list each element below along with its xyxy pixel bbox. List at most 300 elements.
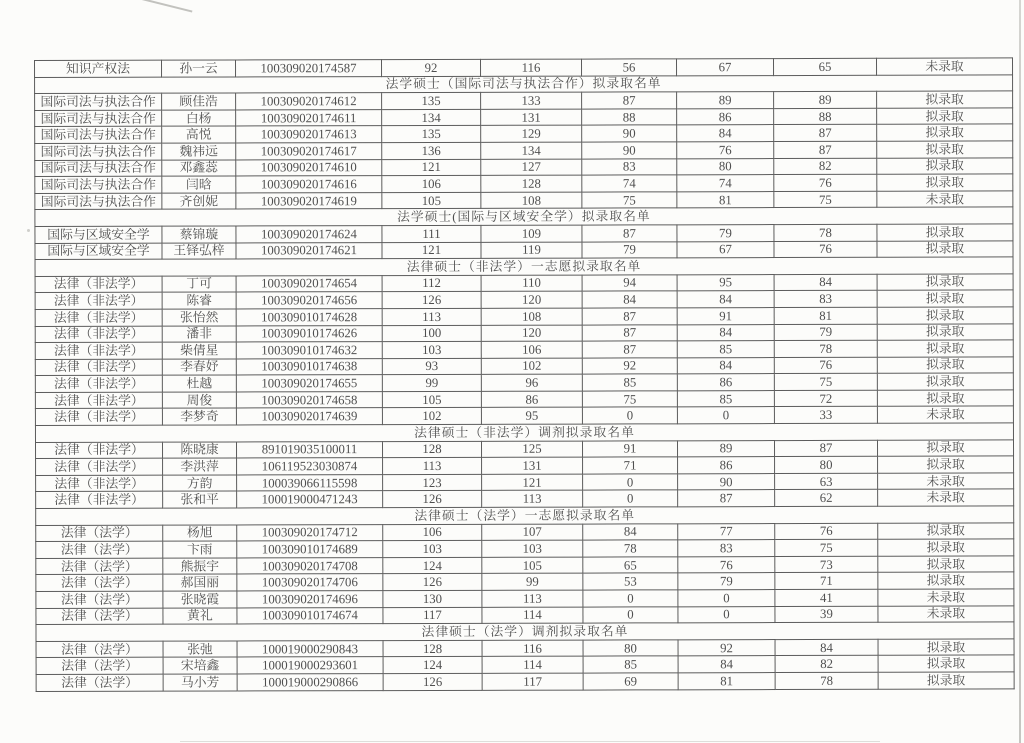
cell-name: 高悦 (162, 126, 236, 143)
cell-candidate-id: 100309020174654 (236, 275, 382, 292)
cell-score-5: 73 (775, 556, 878, 573)
cell-name: 张和平 (163, 491, 237, 508)
cell-score-1: 99 (382, 375, 481, 392)
cell-score-4: 92 (678, 639, 775, 656)
cell-score-5: 82 (774, 158, 877, 175)
cell-score-4: 77 (678, 523, 775, 540)
cell-score-3: 83 (582, 158, 677, 175)
cell-candidate-id: 100309020174639 (236, 408, 382, 425)
cell-name: 杜越 (162, 375, 236, 392)
cell-score-4: 79 (677, 225, 774, 242)
cell-score-5: 87 (774, 125, 877, 142)
cell-score-1: 121 (382, 159, 481, 176)
cell-result: 未录取 (878, 589, 1014, 606)
cell-score-5: 41 (775, 589, 878, 606)
cell-score-1: 105 (382, 391, 481, 408)
cell-result: 拟录取 (877, 357, 1013, 374)
cell-major: 法律（非法学） (36, 492, 163, 509)
cell-score-2: 128 (481, 175, 582, 192)
cell-score-3: 87 (582, 308, 677, 325)
cell-result: 拟录取 (877, 373, 1013, 390)
cell-score-4: 85 (677, 390, 774, 407)
cell-candidate-id: 100309020174587 (236, 60, 382, 77)
cell-name: 李梦奇 (162, 408, 236, 425)
cell-result: 未录取 (878, 606, 1014, 623)
cell-candidate-id: 100019000290866 (237, 674, 383, 691)
cell-score-2: 131 (482, 457, 583, 474)
cell-candidate-id: 100309020174617 (236, 143, 382, 160)
cell-score-2: 108 (481, 308, 582, 325)
cell-score-2: 120 (481, 325, 582, 342)
cell-result: 拟录取 (877, 224, 1013, 241)
cell-score-3: 65 (583, 557, 678, 574)
cell-name: 熊振宇 (163, 558, 237, 575)
cell-score-2: 114 (482, 656, 583, 673)
cell-score-5: 82 (775, 656, 878, 673)
cell-score-2: 129 (481, 125, 582, 142)
cell-score-1: 93 (382, 358, 481, 375)
cell-score-3: 84 (583, 523, 678, 540)
cell-score-3: 53 (583, 573, 678, 590)
cell-score-2: 106 (481, 341, 582, 358)
cell-score-4: 84 (677, 125, 774, 142)
page-edge-shadow (1019, 0, 1021, 743)
cell-score-4: 90 (678, 473, 775, 490)
cell-major: 法律（非法学） (36, 442, 163, 459)
cell-score-5: 72 (774, 390, 877, 407)
cell-name: 孙一云 (162, 60, 236, 77)
cell-candidate-id: 100309020174612 (236, 93, 382, 110)
cell-score-2: 131 (481, 109, 582, 126)
cell-major: 法律（非法学） (35, 326, 162, 343)
cell-score-3: 90 (582, 142, 677, 159)
cell-major: 法律（非法学） (35, 409, 162, 426)
cell-score-4: 83 (678, 540, 775, 557)
cell-score-2: 109 (481, 225, 582, 242)
cell-score-3: 78 (583, 540, 678, 557)
cell-major: 法律（非法学） (35, 276, 162, 293)
cell-score-1: 92 (382, 59, 481, 76)
cell-name: 邓鑫蕊 (162, 160, 236, 177)
cell-score-1: 124 (383, 657, 482, 674)
cell-candidate-id: 100309020174610 (236, 159, 382, 176)
cell-score-2: 110 (481, 275, 582, 292)
cell-result: 未录取 (876, 58, 1012, 75)
cell-name: 齐创妮 (162, 193, 236, 210)
cell-candidate-id: 100309020174619 (236, 192, 382, 209)
section-header-label: 法律硕士（法学）调剂拟录取名单 (36, 622, 1014, 641)
cell-score-2: 116 (480, 59, 581, 76)
cell-score-2: 133 (481, 92, 582, 109)
cell-score-1: 105 (382, 192, 481, 209)
cell-score-3: 80 (583, 640, 678, 657)
cell-major: 国际司法与执法合作 (35, 160, 162, 177)
cell-score-2: 125 (481, 441, 582, 458)
cell-score-4: 84 (677, 357, 774, 374)
cell-score-1: 106 (383, 524, 482, 541)
cell-result: 拟录取 (877, 274, 1013, 291)
cell-score-3: 0 (583, 490, 678, 507)
cell-score-2: 86 (481, 391, 582, 408)
cell-result: 拟录取 (877, 91, 1013, 108)
cell-result: 拟录取 (877, 141, 1013, 158)
cell-result: 拟录取 (878, 556, 1014, 573)
cell-candidate-id: 100309020174708 (237, 557, 383, 574)
cell-score-3: 0 (583, 474, 678, 491)
cell-score-1: 126 (382, 292, 481, 309)
cell-result: 拟录取 (877, 174, 1013, 191)
cell-score-1: 126 (383, 673, 482, 690)
cell-name: 魏祎远 (162, 143, 236, 160)
cell-score-5: 78 (775, 672, 878, 689)
cell-score-1: 135 (382, 93, 481, 110)
cell-major: 国际司法与执法合作 (35, 193, 162, 210)
cell-major: 国际司法与执法合作 (35, 93, 162, 110)
cell-score-5: 84 (774, 274, 877, 291)
cell-result: 拟录取 (877, 290, 1013, 307)
cell-major: 国际与区域安全学 (35, 243, 162, 260)
cell-major: 法律（非法学） (35, 359, 162, 376)
cell-candidate-id: 100309020174656 (236, 292, 382, 309)
cell-name: 白杨 (162, 110, 236, 127)
cell-score-3: 91 (582, 440, 677, 457)
cell-candidate-id: 100019000471243 (237, 491, 383, 508)
cell-score-2: 121 (482, 474, 583, 491)
cell-result: 拟录取 (878, 672, 1014, 689)
cell-score-1: 124 (383, 557, 482, 574)
cell-score-1: 121 (382, 242, 481, 259)
cell-score-2: 96 (481, 374, 582, 391)
cell-name: 黄礼 (163, 608, 237, 625)
table-region (34, 57, 1015, 691)
cell-score-3: 87 (582, 225, 677, 242)
cell-score-5: 75 (774, 191, 877, 208)
cell-major: 知识产权法 (35, 60, 162, 77)
cell-score-4: 89 (677, 440, 774, 457)
cell-result: 拟录取 (877, 158, 1013, 175)
cell-score-1: 134 (382, 109, 481, 126)
section-header-label: 法律硕士（非法学）一志愿拟录取名单 (35, 257, 1013, 276)
cell-score-1: 111 (382, 225, 481, 242)
cell-score-1: 117 (383, 607, 482, 624)
cell-name: 丁可 (162, 276, 236, 293)
cell-score-3: 84 (582, 291, 677, 308)
cell-major: 国际司法与执法合作 (35, 143, 162, 160)
cell-name: 潘非 (162, 325, 236, 342)
cell-name: 王铎弘梓 (162, 243, 236, 260)
cell-score-5: 83 (774, 291, 877, 308)
cell-score-4: 0 (678, 606, 775, 623)
cell-candidate-id: 100039066115598 (237, 474, 383, 491)
cell-score-3: 88 (582, 109, 677, 126)
cell-candidate-id: 100309020174611 (236, 109, 382, 126)
cell-major: 法律（非法学） (35, 392, 162, 409)
cell-result: 拟录取 (877, 323, 1013, 340)
cell-score-2: 120 (481, 291, 582, 308)
cell-candidate-id: 100309010174689 (237, 541, 383, 558)
cell-major: 法律（法学） (36, 525, 163, 542)
cell-major: 法律（法学） (36, 674, 163, 691)
cell-major: 法律（法学） (36, 641, 163, 658)
cell-name: 陈睿 (162, 292, 236, 309)
cell-candidate-id: 100309020174616 (236, 176, 382, 193)
cell-score-5: 65 (773, 58, 876, 75)
cell-major: 国际司法与执法合作 (35, 176, 162, 193)
cell-candidate-id: 100309020174712 (237, 524, 383, 541)
cell-candidate-id: 100309010174626 (236, 325, 382, 342)
cell-name: 郝国丽 (163, 574, 237, 591)
cell-score-1: 103 (383, 541, 482, 558)
cell-score-1: 130 (383, 590, 482, 607)
cell-score-4: 81 (678, 673, 775, 690)
cell-name: 宋培鑫 (163, 657, 237, 674)
cell-name: 李春妤 (162, 359, 236, 376)
cell-major: 法律（非法学） (36, 475, 163, 492)
cell-score-1: 135 (382, 126, 481, 143)
cell-score-3: 87 (582, 324, 677, 341)
cell-result: 拟录取 (878, 523, 1014, 540)
cell-candidate-id: 100309020174624 (236, 226, 382, 243)
cell-score-4: 80 (677, 158, 774, 175)
cell-score-3: 92 (582, 358, 677, 375)
cell-score-1: 113 (382, 308, 481, 325)
cell-score-2: 127 (481, 159, 582, 176)
cell-score-3: 69 (583, 673, 678, 690)
cell-score-1: 112 (382, 275, 481, 292)
cell-major: 法律（法学） (36, 575, 163, 592)
cell-result: 拟录取 (877, 340, 1013, 357)
cell-name: 卞雨 (163, 541, 237, 558)
cell-candidate-id: 100309010174674 (237, 607, 383, 624)
cell-score-2: 108 (481, 192, 582, 209)
cell-score-1: 126 (383, 491, 482, 508)
cell-score-1: 103 (382, 341, 481, 358)
cell-score-5: 62 (775, 490, 878, 507)
cell-name: 周俊 (162, 392, 236, 409)
cell-score-3: 90 (582, 125, 677, 142)
cell-score-1: 136 (382, 142, 481, 159)
cell-score-2: 95 (481, 408, 582, 425)
cell-score-4: 84 (677, 291, 774, 308)
cell-score-2: 103 (482, 540, 583, 557)
cell-score-1: 102 (382, 408, 481, 425)
cell-name: 杨旭 (163, 525, 237, 542)
cell-score-2: 107 (482, 524, 583, 541)
cell-name: 方韵 (163, 475, 237, 492)
cell-score-2: 119 (481, 242, 582, 259)
cell-score-2: 117 (482, 673, 583, 690)
section-header-label: 法律硕士（非法学）调剂拟录取名单 (35, 423, 1013, 442)
cell-result: 拟录取 (878, 655, 1014, 672)
cell-candidate-id: 100309010174632 (236, 342, 382, 359)
cell-major: 法律（非法学） (35, 292, 162, 309)
cell-score-5: 88 (774, 108, 877, 125)
cell-major: 法律（非法学） (35, 375, 162, 392)
cell-result: 拟录取 (878, 639, 1014, 656)
cell-score-4: 84 (678, 656, 775, 673)
cell-score-5: 89 (774, 91, 877, 108)
cell-name: 马小芳 (163, 674, 237, 691)
cell-result: 未录取 (877, 406, 1013, 423)
cell-score-5: 39 (775, 606, 878, 623)
cell-score-4: 67 (677, 241, 774, 258)
cell-score-5: 87 (774, 440, 877, 457)
cell-major: 法律（法学） (36, 591, 163, 608)
cell-candidate-id: 891019035100011 (236, 441, 382, 458)
cell-score-5: 78 (774, 224, 877, 241)
cell-name: 张弛 (163, 641, 237, 658)
cell-score-5: 78 (774, 340, 877, 357)
cell-major: 法律（非法学） (36, 458, 163, 475)
cell-score-3: 75 (582, 391, 677, 408)
cell-score-2: 116 (482, 640, 583, 657)
cell-name: 闫晗 (162, 176, 236, 193)
cell-name: 张怡然 (162, 309, 236, 326)
admission-results-table (34, 57, 1015, 691)
cell-score-3: 87 (582, 92, 677, 109)
cell-score-5: 75 (774, 374, 877, 391)
cell-candidate-id: 100019000293601 (237, 657, 383, 674)
cell-candidate-id: 100309020174621 (236, 242, 382, 259)
cell-score-4: 84 (677, 324, 774, 341)
cell-major: 法律（法学） (36, 608, 163, 625)
cell-score-2: 114 (482, 607, 583, 624)
cell-result: 未录取 (878, 489, 1014, 506)
cell-candidate-id: 100309010174628 (236, 308, 382, 325)
cell-score-4: 74 (677, 175, 774, 192)
cell-result: 未录取 (878, 473, 1014, 490)
cell-major: 法律（非法学） (35, 309, 162, 326)
cell-score-4: 87 (678, 490, 775, 507)
cell-result: 拟录取 (878, 572, 1014, 589)
section-header-label: 法学硕士(国际与区域安全学）拟录取名单 (35, 207, 1013, 226)
cell-score-5: 76 (774, 357, 877, 374)
cell-score-4: 79 (678, 573, 775, 590)
cell-score-2: 134 (481, 142, 582, 159)
cell-score-5: 63 (775, 473, 878, 490)
cell-major: 法律（法学） (36, 558, 163, 575)
section-header-label: 法学硕士（国际司法与执法合作）拟录取名单 (35, 75, 1013, 94)
cell-name: 柴倩星 (162, 342, 236, 359)
cell-score-4: 86 (677, 374, 774, 391)
cell-score-4: 76 (678, 556, 775, 573)
page-bottom-shadow (180, 741, 880, 742)
cell-result: 拟录取 (878, 539, 1014, 556)
cell-major: 国际司法与执法合作 (35, 127, 162, 144)
cell-major: 法律（非法学） (35, 342, 162, 359)
cell-score-3: 0 (583, 606, 678, 623)
cell-candidate-id: 100019000290843 (237, 640, 383, 657)
cell-result: 拟录取 (877, 440, 1013, 457)
cell-score-2: 99 (482, 573, 583, 590)
cell-score-3: 85 (582, 374, 677, 391)
scan-artifact-mark (142, 0, 193, 12)
cell-score-5: 33 (774, 407, 877, 424)
cell-name: 蔡锦璇 (162, 226, 236, 243)
cell-score-3: 79 (582, 241, 677, 258)
cell-score-5: 81 (774, 307, 877, 324)
cell-score-2: 113 (482, 590, 583, 607)
cell-score-4: 89 (677, 92, 774, 109)
cell-candidate-id: 100309020174696 (237, 591, 383, 608)
cell-candidate-id: 106119523030874 (237, 458, 383, 475)
cell-score-5: 87 (774, 141, 877, 158)
cell-result: 拟录取 (877, 307, 1013, 324)
cell-score-1: 128 (382, 441, 481, 458)
cell-score-4: 76 (677, 142, 774, 159)
cell-major: 法律（法学） (36, 541, 163, 558)
cell-result: 拟录取 (877, 124, 1013, 141)
cell-score-2: 105 (482, 557, 583, 574)
cell-score-4: 81 (677, 191, 774, 208)
cell-name: 顾佳浩 (162, 93, 236, 110)
cell-result: 拟录取 (877, 108, 1013, 125)
cell-score-1: 100 (382, 325, 481, 342)
section-header-label: 法律硕士（法学）一志愿拟录取名单 (36, 506, 1014, 525)
cell-score-3: 75 (582, 192, 677, 209)
cell-score-1: 106 (382, 175, 481, 192)
cell-score-5: 80 (775, 457, 878, 474)
cell-score-4: 95 (677, 274, 774, 291)
cell-score-3: 71 (583, 457, 678, 474)
cell-major: 法律（法学） (36, 658, 163, 675)
cell-score-5: 76 (774, 174, 877, 191)
cell-name: 李洪萍 (163, 458, 237, 475)
cell-score-1: 128 (383, 640, 482, 657)
cell-result: 拟录取 (878, 456, 1014, 473)
cell-score-3: 74 (582, 175, 677, 192)
cell-score-1: 126 (383, 574, 482, 591)
cell-name: 张晓霞 (163, 591, 237, 608)
cell-candidate-id: 100309020174655 (236, 375, 382, 392)
cell-score-4: 0 (678, 590, 775, 607)
cell-score-5: 79 (774, 324, 877, 341)
cell-candidate-id: 100309020174706 (237, 574, 383, 591)
cell-score-4: 91 (677, 307, 774, 324)
scan-artifact-dot (27, 229, 30, 232)
cell-result: 拟录取 (877, 240, 1013, 257)
cell-score-4: 0 (677, 407, 774, 424)
cell-score-2: 113 (482, 491, 583, 508)
cell-score-2: 102 (481, 358, 582, 375)
cell-score-3: 85 (583, 656, 678, 673)
table-row (36, 672, 1014, 691)
cell-score-5: 75 (775, 540, 878, 557)
cell-score-4: 67 (676, 59, 773, 76)
cell-candidate-id: 100309010174638 (236, 358, 382, 375)
cell-score-4: 86 (678, 457, 775, 474)
cell-major: 国际司法与执法合作 (35, 110, 162, 127)
cell-score-3: 56 (581, 59, 676, 76)
cell-score-3: 0 (583, 590, 678, 607)
cell-candidate-id: 100309020174613 (236, 126, 382, 143)
cell-score-1: 123 (383, 474, 482, 491)
cell-score-1: 113 (383, 458, 482, 475)
cell-score-5: 76 (775, 523, 878, 540)
cell-score-4: 86 (677, 108, 774, 125)
cell-result: 拟录取 (877, 390, 1013, 407)
cell-major: 国际与区域安全学 (35, 226, 162, 243)
cell-score-3: 94 (582, 275, 677, 292)
cell-score-3: 87 (582, 341, 677, 358)
cell-score-4: 85 (677, 341, 774, 358)
cell-result: 未录取 (877, 191, 1013, 208)
cell-candidate-id: 100309020174658 (236, 391, 382, 408)
cell-name: 陈晓康 (163, 442, 237, 459)
cell-score-5: 71 (775, 573, 878, 590)
cell-score-3: 0 (582, 407, 677, 424)
cell-score-5: 84 (775, 639, 878, 656)
